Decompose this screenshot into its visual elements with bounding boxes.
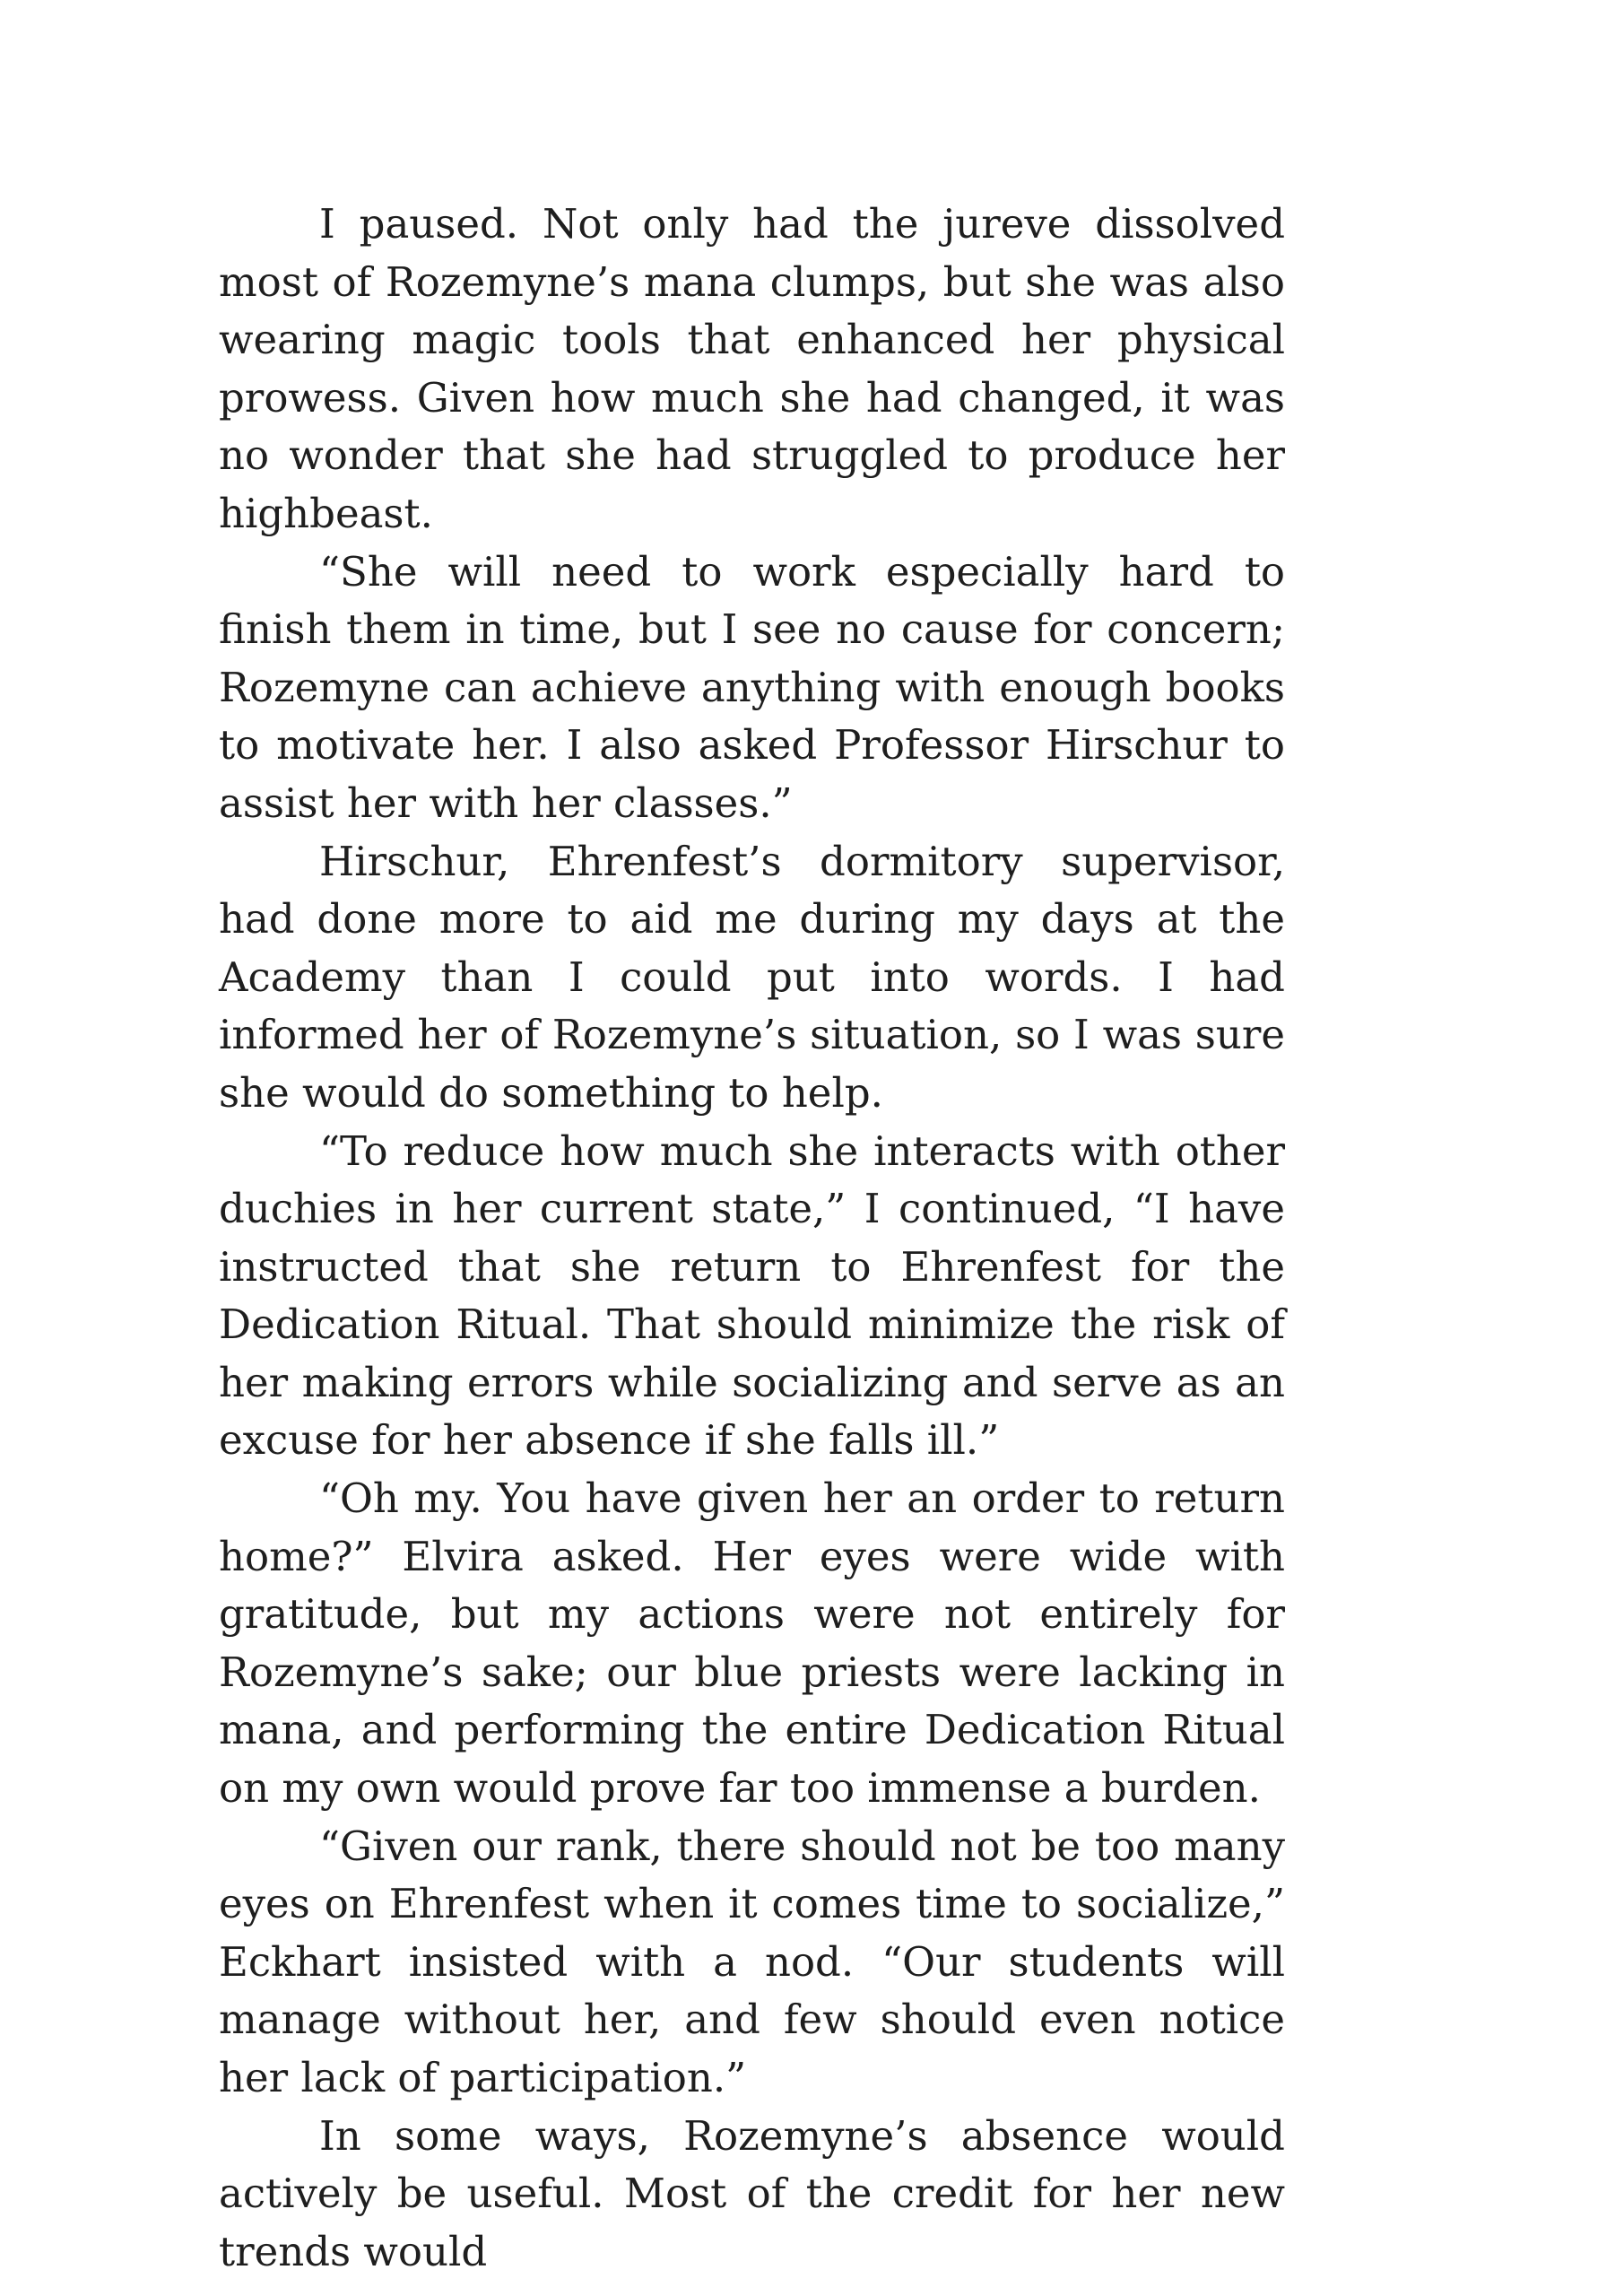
paragraph-1: I paused. Not only had the jureve dissolved most of Rozemyne’s mana clumps, but she was also wearing magic tools that enhanced her physical prowess. Given how much she had changed, it was no wonder that she had struggled to produce her highbeast. [219, 200, 1285, 537]
paragraph-2: “She will need to work especially hard to finish them in time, but I see no cause for concern; Rozemyne can achieve anything with enough books to motivate her. I also asked Professor Hirschur to assist her with her classes.” [219, 547, 1285, 827]
page-text [219, 196, 1285, 2281]
paragraph-5: “Oh my. You have given her an order to return home?” Elvira asked. Her eyes were wide with gratitude, but my actions were not entirely for Rozemyne’s sake; our blue priests were lacking in mana, and performing the entire Dedication Ritual on my own would prove far too immense a burden. [219, 1474, 1285, 1813]
paragraph-4: “To reduce how much she interacts with other duchies in her current state,” I continued, “I have instructed that she return to Ehrenfest for the Dedication Ritual. That should minimize the risk of her making errors while socializing and serve as an excuse for her absence if she falls ill.” [219, 1126, 1285, 1465]
paragraph-3: Hirschur, Ehrenfest’s dormitory supervisor, had done more to aid me during my days at the Academy than I could put into words. I had informed her of Rozemyne’s situation, so I was sure she would do something to help. [219, 837, 1285, 1117]
paragraph-7: In some ways, Rozemyne’s absence would actively be useful. Most of the credit for her new trends would [219, 2111, 1285, 2275]
paragraph-6: “Given our rank, there should not be too many eyes on Ehrenfest when it comes time to socialize,” Eckhart insisted with a nod. “Our students will manage without her, and few should even notice her lack of participation.” [219, 1822, 1285, 2101]
